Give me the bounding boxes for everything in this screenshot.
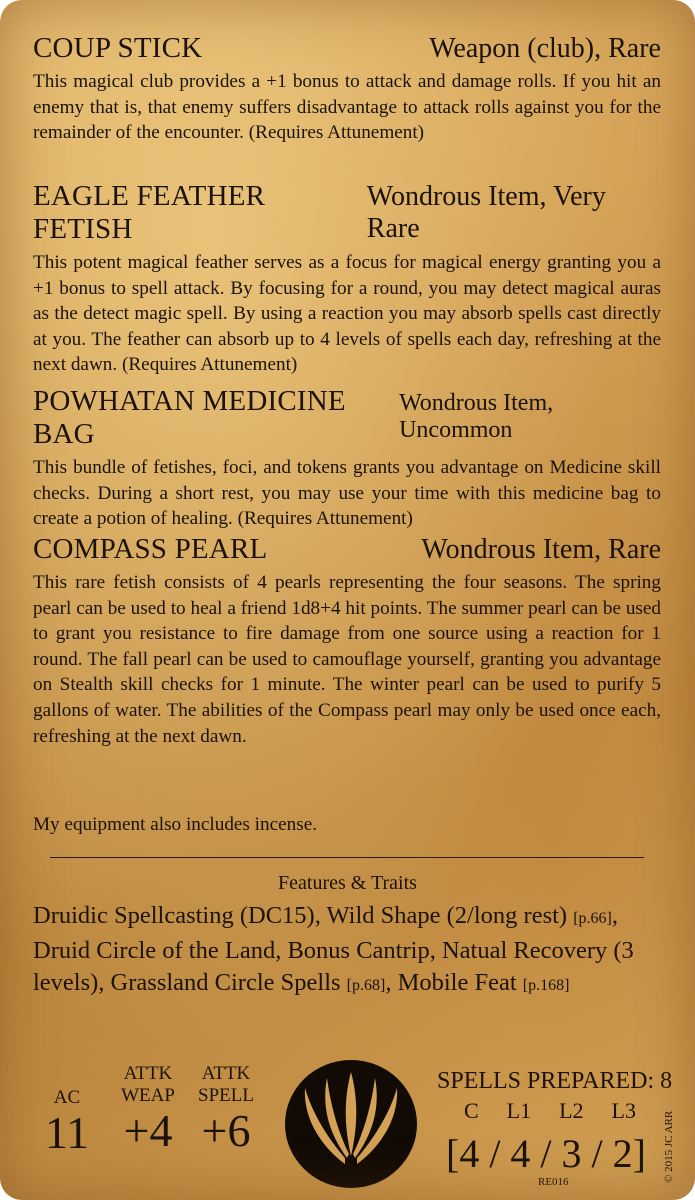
divider <box>50 857 644 858</box>
item-description: This potent magical feather serves as a focus for magical energy granting you a +1 bonus to spell attack. By focusing for a round, you may detect magical auras as the detect magic spell. By using a reaction you may absorb spells cast directly at you. The feather can absorb up to 4 levels of spells each day, refreshing at the next dawn. (Requires Attunement) <box>33 252 661 376</box>
stat-value: +4 <box>123 1105 173 1156</box>
item-name: EAGLE FEATHER FETISH <box>33 180 266 245</box>
stat-label: ATTK <box>201 1063 251 1084</box>
item-compass-pearl <box>33 533 661 749</box>
item-type: Wondrous Item, Rare <box>421 534 661 565</box>
slot-label-l3: L3 <box>611 1098 636 1123</box>
slot-label-cantrip: C <box>463 1098 479 1123</box>
item-type: Wondrous Item, Uncommon <box>399 390 554 443</box>
item-type: Wondrous Item, Very Rare <box>366 181 606 244</box>
item-header <box>33 32 661 65</box>
stat-label: ATTK <box>123 1063 173 1084</box>
features-part: , Druid Circle of the Land, Bonus Cantrip, Natual Recovery (3 levels), Grassland Circle Spells <box>33 902 634 996</box>
page-reference: [p.168] <box>522 977 570 994</box>
page-reference: [p.68] <box>346 977 386 994</box>
stat-armor-class <box>40 1087 94 1157</box>
item-header <box>33 385 661 451</box>
stat-label: AC <box>53 1087 81 1108</box>
item-name: POWHATAN MEDICINE BAG <box>33 385 346 450</box>
features-title: Features & Traits <box>278 872 417 894</box>
item-description: This bundle of fetishes, foci, and tokens grants you advantage on Medicine skill checks. During a short rest, you may use your time with this medicine bag to create a potion of healing. (Requires Attunement) <box>33 457 661 530</box>
page-reference: [p.66] <box>573 910 612 927</box>
item-type: Weapon (club), Rare <box>429 33 661 64</box>
item-name: COUP STICK <box>33 32 203 64</box>
slot-label-l1: L1 <box>506 1098 532 1123</box>
item-header <box>33 533 661 566</box>
item-description: This magical club provides a +1 bonus to attack and damage rolls. If you hit an enemy that is, that enemy suffers disadvantage to attack rolls against you for the remainder of the encounter. (Requires Attunement) <box>33 71 661 144</box>
copyright: © 2015 JC ARR <box>663 1110 675 1183</box>
item-name: COMPASS PEARL <box>33 533 268 565</box>
item-description: This rare fetish consists of 4 pearls representing the four seasons. The spring pearl can be used to heal a friend 1d8+4 hit points. The summer pearl can be used to grant you resistance to fire damage from one source using a reaction for 1 round. The fall pearl can be used to camouflage yourself, granting you advantage on Stealth skill checks for 1 minute. The winter pearl can be used to purify 5 gallons of water. The abilities of the Compass pearl may only be used once each, refreshing at the next dawn. <box>33 572 661 747</box>
stat-value: +6 <box>201 1105 251 1156</box>
stat-label: SPELL <box>198 1085 254 1106</box>
equipment-note: My equipment also includes incense. <box>33 814 318 835</box>
features-part: , Mobile Feat <box>385 969 523 996</box>
slot-label-l2: L2 <box>559 1098 584 1123</box>
druid-tree-emblem-icon <box>283 1058 419 1190</box>
item-powhatan-medicine-bag <box>33 385 661 532</box>
item-coup-stick <box>33 32 661 146</box>
features-part: Druidic Spellcasting (DC15), Wild Shape (2/long rest) <box>33 902 574 929</box>
item-eagle-feather-fetish <box>33 180 661 378</box>
stat-attack-weapon <box>113 1063 183 1155</box>
card-code: RE016 <box>538 1176 569 1188</box>
spells-prepared: SPELLS PREPARED: 8 <box>437 1068 673 1094</box>
item-header <box>33 180 661 246</box>
stat-attack-spell <box>191 1063 261 1155</box>
stat-value: 11 <box>44 1107 90 1158</box>
stat-label: WEAP <box>121 1085 175 1106</box>
spell-slot-values: [4 / 4 / 3 / 2] <box>446 1131 646 1176</box>
features-text <box>33 900 663 1002</box>
spell-slot-labels <box>450 1098 650 1124</box>
